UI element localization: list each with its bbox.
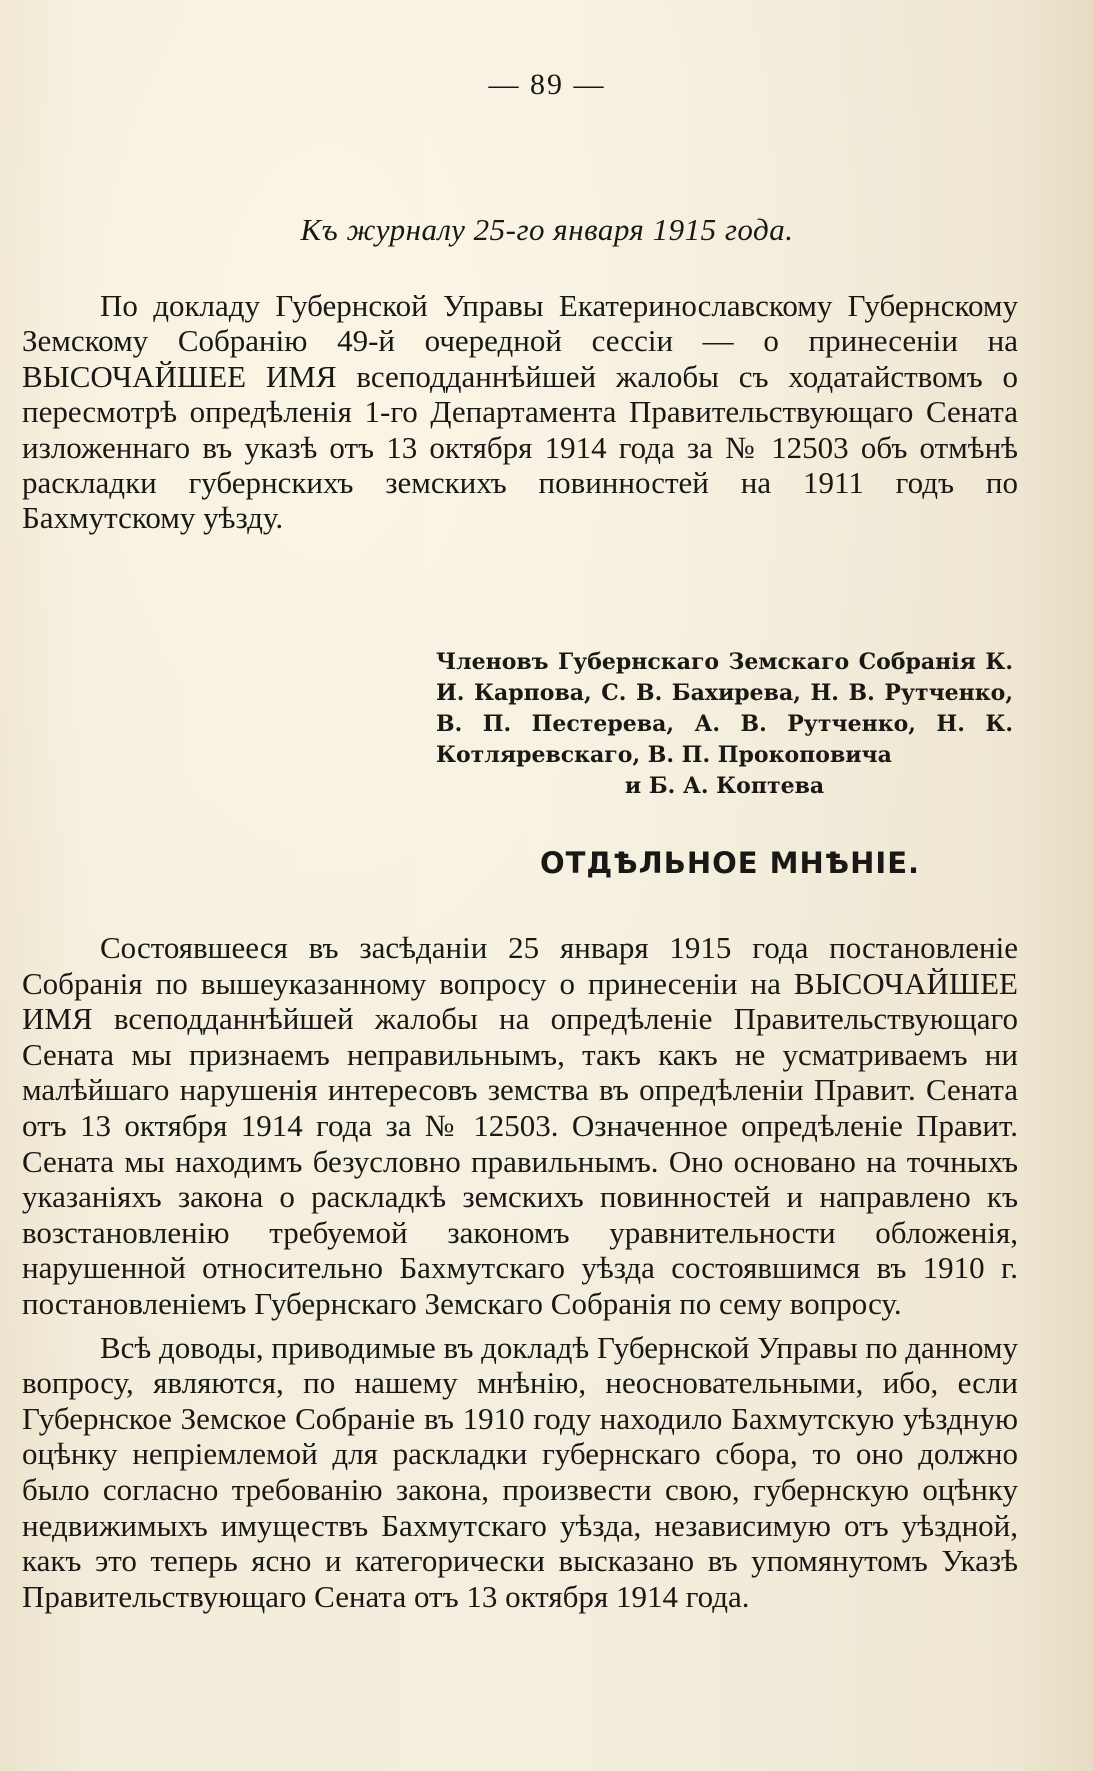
opinion-paragraph-2: Всѣ доводы, приводимые въ докладѣ Губернской Управы по данному вопросу, являются, по нашему мнѣнію, неосновательными, ибо, если Губернское Земское Собраніе въ 1910 году находило Бахмутскую уѣздную оцѣнку непріемлемой для раскладки губернскаго сбора, то оно должно было согласно требованію закона, произвести свою, губернскую оцѣнку недвижимыхъ имуществъ Бахмутскаго уѣзда, независимую отъ уѣздной, какъ это теперь ясно и категорически высказано въ упомянутомъ Указѣ Правительствующаго Сената отъ 13 октября 1914 года. xyxy=(22,1329,1019,1614)
signatories-main: Членовъ Губернскаго Земскаго Собранія К. И. Карпова, С. В. Бахирева, Н. В. Рутченко, В. П. Пестерева, А. В. Рутченко, Н. К. Котляревскаго, В. П. Прокоповича xyxy=(436,649,1013,768)
opinion-section xyxy=(22,930,1018,1614)
signatories-block xyxy=(436,647,1013,802)
intro-paragraph: По докладу Губернской Управы Екатеринославскому Губернскому Земскому Собранію 49-й очередной сессіи — о принесеніи на ВЫСОЧАЙШЕЕ ИМЯ всеподданнѣйшей жалобы съ ходатайствомъ о пересмотрѣ опредѣленія 1-го Департамента Правительствующаго Сената изложеннаго въ указѣ отъ 13 октября 1914 года за № 12503 объ отмѣнѣ раскладки губернскихъ земскихъ повинностей на 1911 годъ по Бахмутскому уѣзду. xyxy=(22,288,1018,536)
opinion-heading: ОТДѢЛЬНОЕ МНѢНІЕ. xyxy=(540,846,921,880)
signatories-last: и Б. А. Коптева xyxy=(624,773,825,799)
intro-section xyxy=(22,288,1018,536)
journal-reference: Къ журналу 25-го января 1915 года. xyxy=(300,212,794,247)
opinion-paragraph-1: Состоявшееся въ засѣданіи 25 января 1915 года постановленіе Собранія по вышеуказанному вопросу о принесеніи на ВЫСОЧАЙШЕЕ ИМЯ всеподданнѣйшей жалобы на опредѣленіе Правительствующаго Сената мы признаемъ неправильнымъ, такъ какъ не усматриваемъ ни малѣйшаго нарушенія интересовъ земства въ опредѣленіи Правит. Сената отъ 13 октября 1914 года за № 12503. Означенное опредѣленіе Правит. Сената мы находимъ безусловно правильнымъ. Оно основано на точныхъ указаніяхъ закона о раскладкѣ земскихъ повинностей и направлено къ возстановленію требуемой закономъ уравнительности обложенія, нарушенной относительно Бахмутскаго уѣзда состоявшимся въ 1910 г. постановленіемъ Губернскаго Земскаго Собранія по сему вопросу. xyxy=(22,930,1018,1321)
page-number: — 89 — xyxy=(488,68,606,101)
